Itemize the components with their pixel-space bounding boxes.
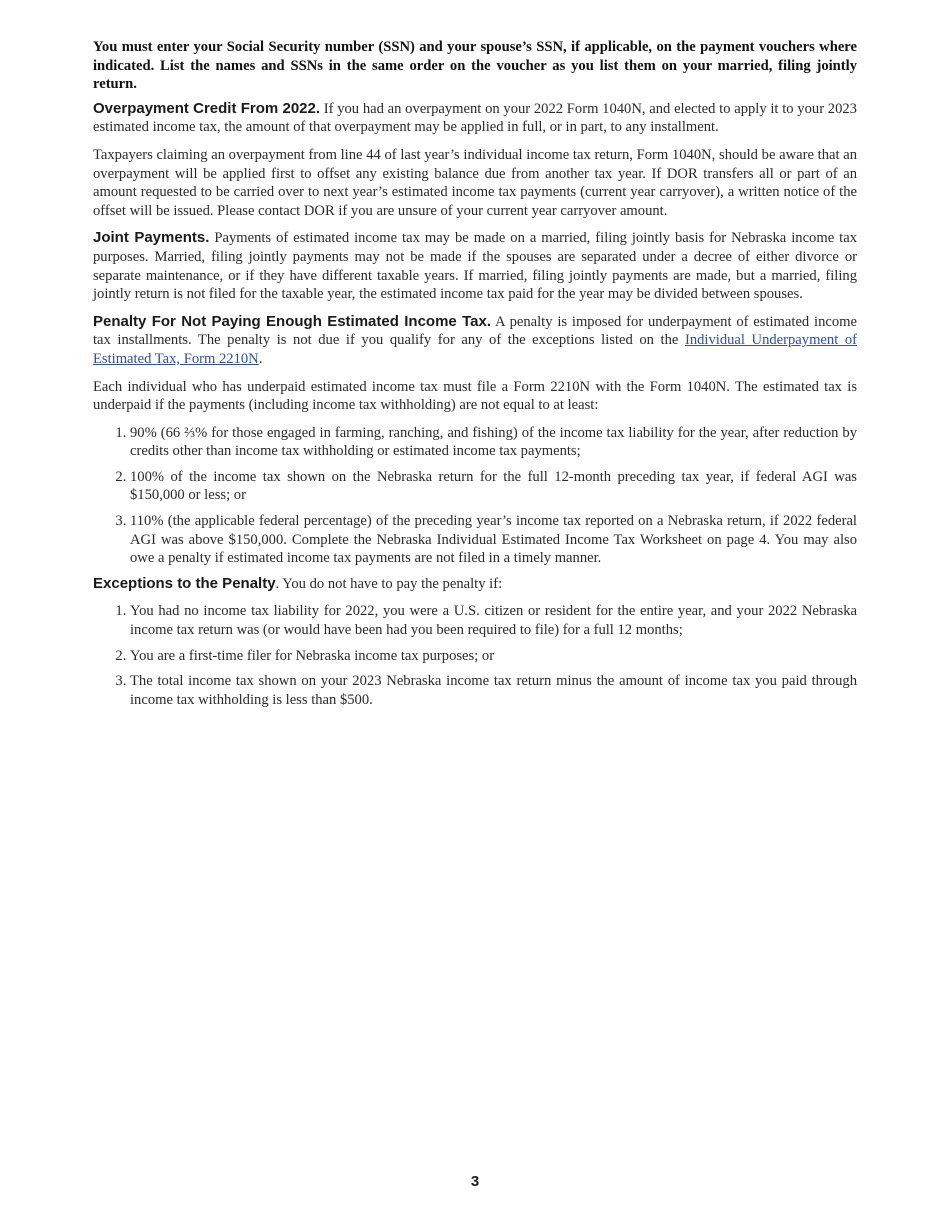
overpayment-heading: Overpayment Credit From 2022. [93, 99, 321, 117]
joint-payments-section [93, 229, 857, 303]
list-item: 3. 110% (the applicable federal percentage) of the preceding year’s income tax reported on a Nebraska return, if 2022 federal AGI was above $150,000. Complete the Nebraska Individual Estimated Income Tax Worksheet on page 4. You may also owe a penalty if estimated income tax payments are not filed in a timely manner. [130, 512, 857, 568]
penalty-heading: Penalty For Not Paying Enough Estimated Income Tax. [93, 312, 491, 330]
requirements-list [93, 424, 857, 568]
penalty-text: A penalty is imposed for underpayment of estimated income tax installments. The penalty is not due if you qualify for any of the exceptions listed on the [93, 313, 857, 349]
exceptions-heading: Exceptions to the Penalty [93, 574, 276, 592]
exceptions-list [93, 602, 857, 709]
overpayment-text: If you had an overpayment on your 2022 Form 1040N, and elected to apply it to your 2023 estimated income tax, the amount of that overpayment may be applied in full, or in part, to any installment. [93, 100, 857, 136]
overpayment-section [93, 100, 857, 137]
taxpayers-paragraph: Taxpayers claiming an overpayment from line 44 of last year’s individual income tax return, Form 1040N, should be aware that an overpayment will be applied first to offset any existing balance due from another tax year. If DOR transfers all or part of an amount requested to be carried over to next year’s estimated income tax payments (current year carryover), a written notice of the offset will be issued. Please contact DOR if you are unsure of your current year carryover amount. [93, 146, 857, 219]
exceptions-section [93, 575, 857, 594]
list-item: 2. You are a first-time filer for Nebraska income tax purposes; or [130, 647, 857, 666]
page-number: 3 [470, 1173, 480, 1190]
document-body [93, 38, 857, 716]
form-2210n-link[interactable]: Individual Underpayment of Estimated Tax, Form 2210N [93, 332, 857, 367]
joint-payments-heading: Joint Payments. [93, 229, 210, 247]
list-item: 1. You had no income tax liability for 2022, you were a U.S. citizen or resident for the entire year, and your 2022 Nebraska income tax return was (or would have been had you been required to file) for a full 12 months; [130, 602, 857, 639]
list-item: 1. 90% (66 ⅔% for those engaged in farming, ranching, and fishing) of the income tax liability for the year, after reduction by credits other than income tax withholding or estimated income tax payments; [130, 424, 857, 461]
list-item: 2. 100% of the income tax shown on the Nebraska return for the full 12-month preceding tax year, if federal AGI was $150,000 or less; or [130, 468, 857, 505]
each-individual-paragraph: Each individual who has underpaid estimated income tax must file a Form 2210N with the Form 1040N. The estimated tax is underpaid if the payments (including income tax withholding) are not equal to at least: [93, 378, 857, 414]
penalty-text-end: . [258, 350, 263, 367]
penalty-section [93, 313, 857, 369]
exceptions-text: . You do not have to pay the penalty if: [275, 575, 503, 592]
joint-payments-text: Payments of estimated income tax may be made on a married, filing jointly basis for Nebraska income tax purposes. Married, filing jointly payments may not be made if the spouses are separated under a decree of either divorce or separate maintenance, or if they have different taxable years. If married, filing jointly payments are made, but a married, filing jointly return is not filed for the taxable year, the estimated income tax paid for the year may be divided between spouses. [93, 230, 857, 303]
list-item: 3. The total income tax shown on your 2023 Nebraska income tax return minus the amount of income tax you paid through income tax withholding is less than $500. [130, 672, 857, 709]
ssn-notice: You must enter your Social Security number (SSN) and your spouse’s SSN, if applicable, on the payment vouchers where indicated. List the names and SSNs in the same order on the voucher as you list them on your married, filing jointly return. [93, 39, 857, 93]
